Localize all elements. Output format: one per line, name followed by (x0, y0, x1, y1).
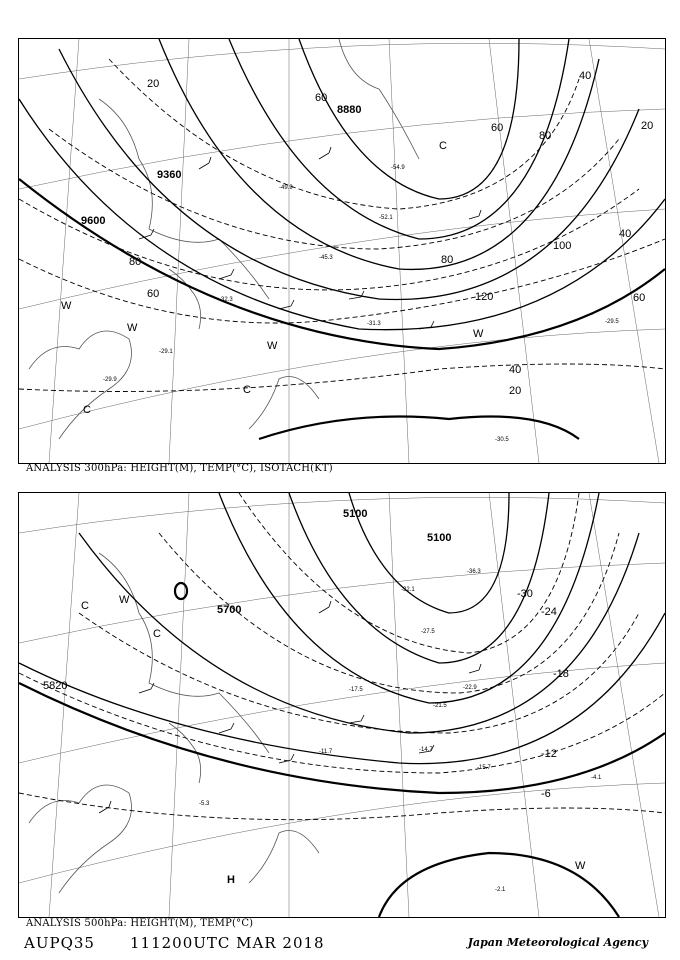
station-temp: -32.3 (219, 297, 233, 303)
map-300hpa-canvas (19, 39, 665, 463)
isotherm-label: -30 (517, 588, 533, 600)
air-mass-label: C (439, 140, 447, 152)
station-temp: -31.3 (367, 321, 381, 327)
station-temp: -27.5 (421, 629, 435, 635)
isotherm-label: -6 (541, 788, 551, 800)
air-mass-label: W (267, 340, 278, 352)
isotach-label: 40 (579, 70, 592, 82)
isotach-label: 20 (641, 120, 654, 132)
station-temp: -22.9 (463, 685, 477, 691)
height-label: 5700 (217, 604, 242, 616)
isotach-label: 60 (147, 288, 160, 300)
air-mass-label: W (127, 322, 138, 334)
isotach-label: 20 (509, 385, 522, 397)
station-temp: -15.7 (477, 765, 491, 771)
height-contours (19, 39, 665, 330)
height-contours (19, 493, 665, 764)
isotach-label: 120 (475, 291, 494, 303)
chart-id: AUPQ35 (24, 934, 95, 952)
station-temp: -4.1 (591, 775, 602, 781)
air-mass-label: C (243, 384, 251, 396)
station-temp: -29.1 (159, 349, 173, 355)
station-temp: -11.7 (319, 749, 333, 755)
height-label: 5820 (43, 680, 68, 692)
station-temp: -14.7 (419, 747, 433, 753)
isotach-label: 80 (129, 256, 142, 268)
height-label: 8880 (337, 104, 362, 116)
agency-name: Japan Meteorological Agency (467, 936, 648, 949)
height-label: 9600 (81, 215, 106, 227)
air-mass-label: C (81, 600, 89, 612)
station-temp: -2.1 (495, 887, 506, 893)
isotherm-label: -24 (541, 606, 557, 618)
station-temp: -21.5 (433, 703, 447, 709)
caption-300hpa: ANALYSIS 300hPa: HEIGHT(M), TEMP(°C), ISOTACH(KT) (26, 463, 333, 474)
air-mass-label: C (83, 404, 91, 416)
isotach-label: 20 (147, 78, 160, 90)
air-mass-label: W (119, 594, 130, 606)
map-500hpa-canvas (19, 493, 665, 917)
high-pressure-label: H (227, 874, 235, 886)
station-temp: -49.9 (279, 185, 293, 191)
height-label: 5100 (427, 532, 452, 544)
isotach-label: 60 (491, 122, 504, 134)
map-panel-300hpa (18, 38, 666, 464)
isotach-label: 60 (633, 292, 646, 304)
station-temp: -29.9 (103, 377, 117, 383)
air-mass-label: C (153, 628, 161, 640)
caption-500hpa: ANALYSIS 500hPa: HEIGHT(M), TEMP(°C) (26, 918, 254, 929)
station-temp: -5.3 (199, 801, 210, 807)
station-temp: -52.1 (379, 215, 393, 221)
bold-contour (19, 583, 665, 917)
station-temp: -32.1 (401, 587, 415, 593)
isotach-label: 40 (619, 228, 632, 240)
isotach-label: 80 (441, 254, 454, 266)
valid-time: 111200UTC MAR 2018 (130, 934, 325, 952)
air-mass-label: W (473, 328, 484, 340)
isotherm-label: -12 (541, 748, 557, 760)
graticule (19, 493, 665, 917)
isotherm-label: -18 (553, 668, 569, 680)
isotach-label: 40 (509, 364, 522, 376)
height-label: 9360 (157, 169, 182, 181)
station-temp: -17.5 (349, 687, 363, 693)
isotherms (19, 493, 665, 820)
station-temp: -36.3 (467, 569, 481, 575)
map-panel-500hpa (18, 492, 666, 918)
height-label: 5100 (343, 508, 368, 520)
station-temp: -45.3 (319, 255, 333, 261)
station-temp: -29.5 (605, 319, 619, 325)
isotach-label: 60 (315, 92, 328, 104)
isotach-label: 100 (553, 240, 572, 252)
isotach-label: 80 (539, 130, 552, 142)
air-mass-label: W (61, 300, 72, 312)
station-temp: -30.5 (495, 437, 509, 443)
air-mass-label: W (575, 860, 586, 872)
bold-contour (19, 179, 665, 439)
station-temp: -54.9 (391, 165, 405, 171)
